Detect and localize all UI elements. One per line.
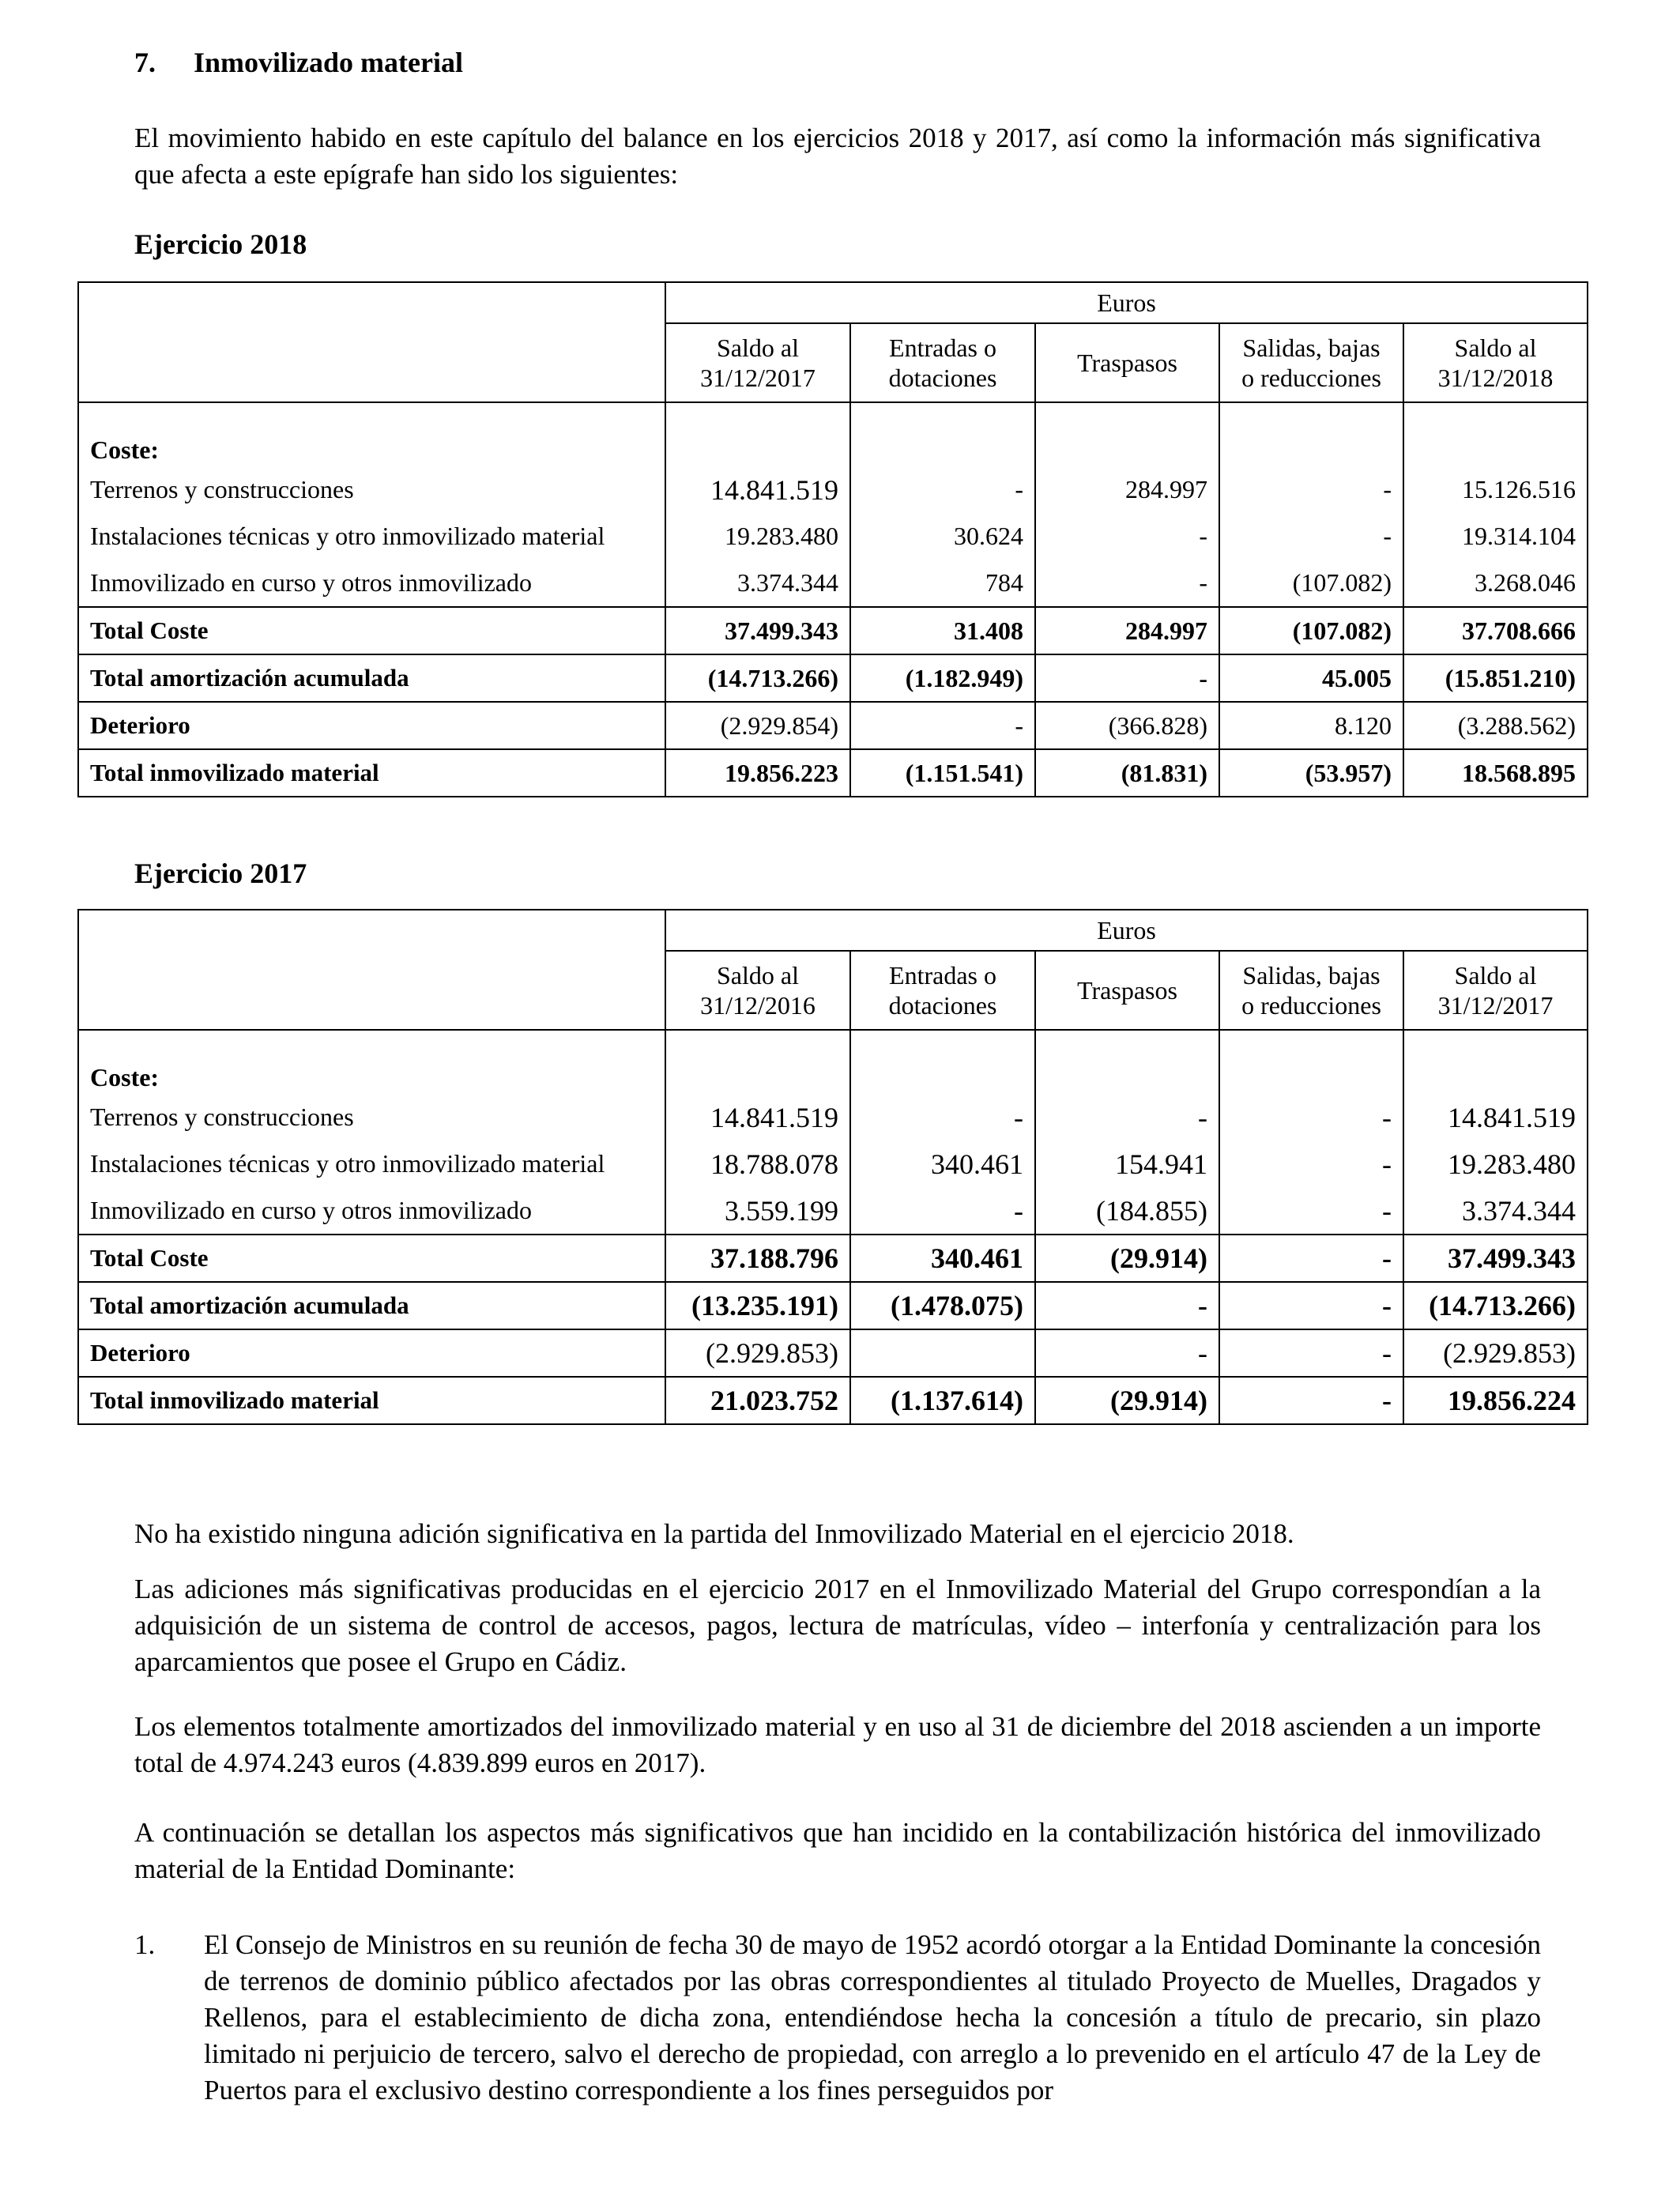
table-cell: (29.914) [1035,1377,1219,1424]
table-cell [665,433,850,466]
table-cell: - [1219,1329,1403,1377]
table-cell: - [1219,1187,1403,1235]
paragraph: Los elementos totalmente amortizados del inmovilizado material y en uso al 31 de diciembre del 2018 ascienden a un importe total de 4.974.243 euros (4.839.899 euros en 2017). [134,1711,1541,1778]
column-header-line: dotaciones [888,991,997,1020]
table-cell [850,1329,1035,1377]
table-cell: - [1035,560,1219,607]
column-header-line: dotaciones [888,364,997,392]
table-title: Ejercicio 2017 [134,858,307,889]
table-cell: - [1035,654,1219,702]
spacer-row [78,1030,1588,1061]
table-cell [665,1061,850,1094]
table-row [78,1187,1588,1235]
row-label: Total inmovilizado material [78,749,665,797]
section-number: 7. [134,47,156,78]
table-cell: (81.831) [1035,749,1219,797]
header-blank-cell [78,282,665,402]
column-header-line: Salidas, bajas [1242,961,1381,990]
table-cell: 19.314.104 [1403,513,1588,560]
row-label: Deterioro [78,702,665,749]
table-cell: 284.997 [1035,466,1219,513]
table-cell: 14.841.519 [1403,1094,1588,1140]
table-cell: (107.082) [1219,560,1403,607]
table-cell: (53.957) [1219,749,1403,797]
category-row [78,1061,1588,1094]
table-cell: - [1219,466,1403,513]
table-cell: 30.624 [850,513,1035,560]
table-cell: (107.082) [1219,607,1403,654]
table-cell: 154.941 [1035,1140,1219,1187]
table-cell: 15.126.516 [1403,466,1588,513]
table-cell [78,402,665,433]
category-row [78,433,1588,466]
table-cell: 14.841.519 [665,466,850,513]
column-header [1403,323,1588,402]
column-header-line: Traspasos [1077,976,1177,1005]
total-row [78,607,1588,654]
table-cell [1219,433,1403,466]
table-cell: 21.023.752 [665,1377,850,1424]
table-cell: - [1219,1094,1403,1140]
column-header-line: Traspasos [1077,349,1177,377]
total-row [78,1235,1588,1282]
table-cell: 14.841.519 [665,1094,850,1140]
table-cell: - [850,1094,1035,1140]
movement-table-2018 [77,281,1588,797]
row-label: Inmovilizado en curso y otros inmovilizado [78,560,665,607]
table-cell: (366.828) [1035,702,1219,749]
column-header-line: o reducciones [1241,364,1381,392]
row-label: Total inmovilizado material [78,1377,665,1424]
table-cell [1035,1061,1219,1094]
paragraph: Las adiciones más significativas producidas en el ejercicio 2017 en el Inmovilizado Material del Grupo correspondían a la adquisición de un sistema de control de accesos, pagos, lectura de matrículas, vídeo – interfonía y centralización para los aparcamientos que posee el Grupo en Cádiz. [134,1574,1541,1677]
table-cell [850,433,1035,466]
table-cell: - [1219,513,1403,560]
table-cell: 284.997 [1035,607,1219,654]
table-cell: - [1219,1377,1403,1424]
column-header [1035,323,1219,402]
table-row [78,1140,1588,1187]
table-cell: - [1035,1094,1219,1140]
table-cell [1219,1030,1403,1061]
row-label: Terrenos y construcciones [78,1094,665,1140]
column-header [1403,951,1588,1030]
table-cell: - [1035,1329,1219,1377]
currency-header: Euros [665,282,1588,323]
column-header-line: Saldo al [1454,334,1537,362]
table-cell [78,1030,665,1061]
table-cell: - [1035,1282,1219,1329]
column-header-line: 31/12/2017 [1437,991,1554,1020]
table-cell [1035,433,1219,466]
spacer-row [78,402,1588,433]
column-header-line: 31/12/2016 [700,991,816,1020]
table-cell [665,1030,850,1061]
row-label: Instalaciones técnicas y otro inmovilizado material [78,1140,665,1187]
row-label: Total Coste [78,607,665,654]
table-cell: 784 [850,560,1035,607]
column-header [665,323,850,402]
table-cell: (29.914) [1035,1235,1219,1282]
header-blank-cell [78,910,665,1030]
table-cell: 340.461 [850,1140,1035,1187]
row-label: Deterioro [78,1329,665,1377]
table-row [78,466,1588,513]
table-cell [1219,1061,1403,1094]
total-row [78,1282,1588,1329]
table-cell: 19.283.480 [1403,1140,1588,1187]
table-cell: 19.856.223 [665,749,850,797]
column-header-line: Saldo al [717,334,799,362]
table-cell: (3.288.562) [1403,702,1588,749]
table-cell [665,402,850,433]
column-header [1219,323,1403,402]
table-cell: (14.713.266) [665,654,850,702]
table-cell: 3.374.344 [1403,1187,1588,1235]
total-row [78,749,1588,797]
table-row [78,513,1588,560]
table-cell: - [1219,1235,1403,1282]
table-cell: 45.005 [1219,654,1403,702]
table-cell: 37.708.666 [1403,607,1588,654]
table-cell: 37.499.343 [1403,1235,1588,1282]
column-header [665,951,850,1030]
table-cell: (1.137.614) [850,1377,1035,1424]
table-cell: (2.929.853) [665,1329,850,1377]
paragraph: A continuación se detallan los aspectos más significativos que han incidido en la contabilización histórica del inmovilizado material de la Entidad Dominante: [134,1817,1541,1884]
total-row [78,1377,1588,1424]
table-cell: - [1219,1282,1403,1329]
table-cell [1035,402,1219,433]
table-cell [850,402,1035,433]
table-cell: (13.235.191) [665,1282,850,1329]
table-cell: 3.374.344 [665,560,850,607]
table-cell [850,1061,1035,1094]
table-cell: 31.408 [850,607,1035,654]
column-header-line: Saldo al [717,961,799,990]
table-cell: (184.855) [1035,1187,1219,1235]
row-label: Total Coste [78,1235,665,1282]
table-cell: 37.499.343 [665,607,850,654]
table-cell: 3.268.046 [1403,560,1588,607]
table-cell: (15.851.210) [1403,654,1588,702]
table-cell: (14.713.266) [1403,1282,1588,1329]
row-label: Total amortización acumulada [78,654,665,702]
intro-paragraph: El movimiento habido en este capítulo del balance en los ejercicios 2018 y 2017, así como la información más significativa que afecta a este epígrafe han sido los siguientes: [134,123,1541,190]
table-cell: - [1219,1140,1403,1187]
column-header [850,323,1035,402]
table-title: Ejercicio 2018 [134,228,307,260]
paragraph: No ha existido ninguna adición significativa en la partida del Inmovilizado Material en el ejercicio 2018. [134,1518,1294,1549]
table-cell [1403,433,1588,466]
column-header-line: Entradas o [889,334,996,362]
table-cell: 8.120 [1219,702,1403,749]
column-header-line: 31/12/2017 [700,364,816,392]
table-cell: (1.478.075) [850,1282,1035,1329]
category-label: Coste: [78,433,665,466]
category-label: Coste: [78,1061,665,1094]
impairment-row [78,1329,1588,1377]
impairment-row [78,702,1588,749]
currency-header: Euros [665,910,1588,951]
table-cell: - [1035,513,1219,560]
table-cell: 19.283.480 [665,513,850,560]
column-header-line: Entradas o [889,961,996,990]
table-cell: - [850,1187,1035,1235]
column-header-line: Salidas, bajas [1242,334,1381,362]
list-item-text: El Consejo de Ministros en su reunión de fecha 30 de mayo de 1952 acordó otorgar a la Entidad Dominante la concesión de terrenos de dominio público afectados por las obras correspondientes al titulado Proyecto de Muelles, Dragados y Rellenos, para el establecimiento de dicha zona, entendiéndose hecha la concesión a título de precario, sin plazo limitado ni perjuicio de tercero, salvo el derecho de propiedad, con arreglo a lo prevenido en el artículo 47 de la Ley de Puertos para el exclusivo destino correspondiente a los fines perseguidos por [204,1929,1541,2105]
table-cell: (1.151.541) [850,749,1035,797]
table-cell: 340.461 [850,1235,1035,1282]
row-label: Total amortización acumulada [78,1282,665,1329]
row-label: Inmovilizado en curso y otros inmovilizado [78,1187,665,1235]
section-title: Inmovilizado material [194,47,463,78]
table-cell [1403,402,1588,433]
column-header-line: 31/12/2018 [1437,364,1554,392]
list-item [134,1927,1541,2109]
table-cell [1403,1061,1588,1094]
table-cell: (2.929.854) [665,702,850,749]
table-cell [1403,1030,1588,1061]
column-header-line: o reducciones [1241,991,1381,1020]
table-row [78,1094,1588,1140]
table-row [78,560,1588,607]
column-header-line: Saldo al [1454,961,1537,990]
table-cell [1035,1030,1219,1061]
table-cell [1219,402,1403,433]
column-header [1035,951,1219,1030]
table-cell: - [850,702,1035,749]
table-cell: (2.929.853) [1403,1329,1588,1377]
table-cell: - [850,466,1035,513]
table-cell [850,1030,1035,1061]
row-label: Instalaciones técnicas y otro inmovilizado material [78,513,665,560]
table-cell: (1.182.949) [850,654,1035,702]
table-cell: 3.559.199 [665,1187,850,1235]
list-item-number: 1. [134,1929,156,1960]
row-label: Terrenos y construcciones [78,466,665,513]
table-cell: 18.788.078 [665,1140,850,1187]
table-cell: 19.856.224 [1403,1377,1588,1424]
table-cell: 18.568.895 [1403,749,1588,797]
total-row [78,654,1588,702]
section-heading [134,46,463,79]
table-cell: 37.188.796 [665,1235,850,1282]
movement-table-2017 [77,909,1588,1425]
column-header [1219,951,1403,1030]
column-header [850,951,1035,1030]
